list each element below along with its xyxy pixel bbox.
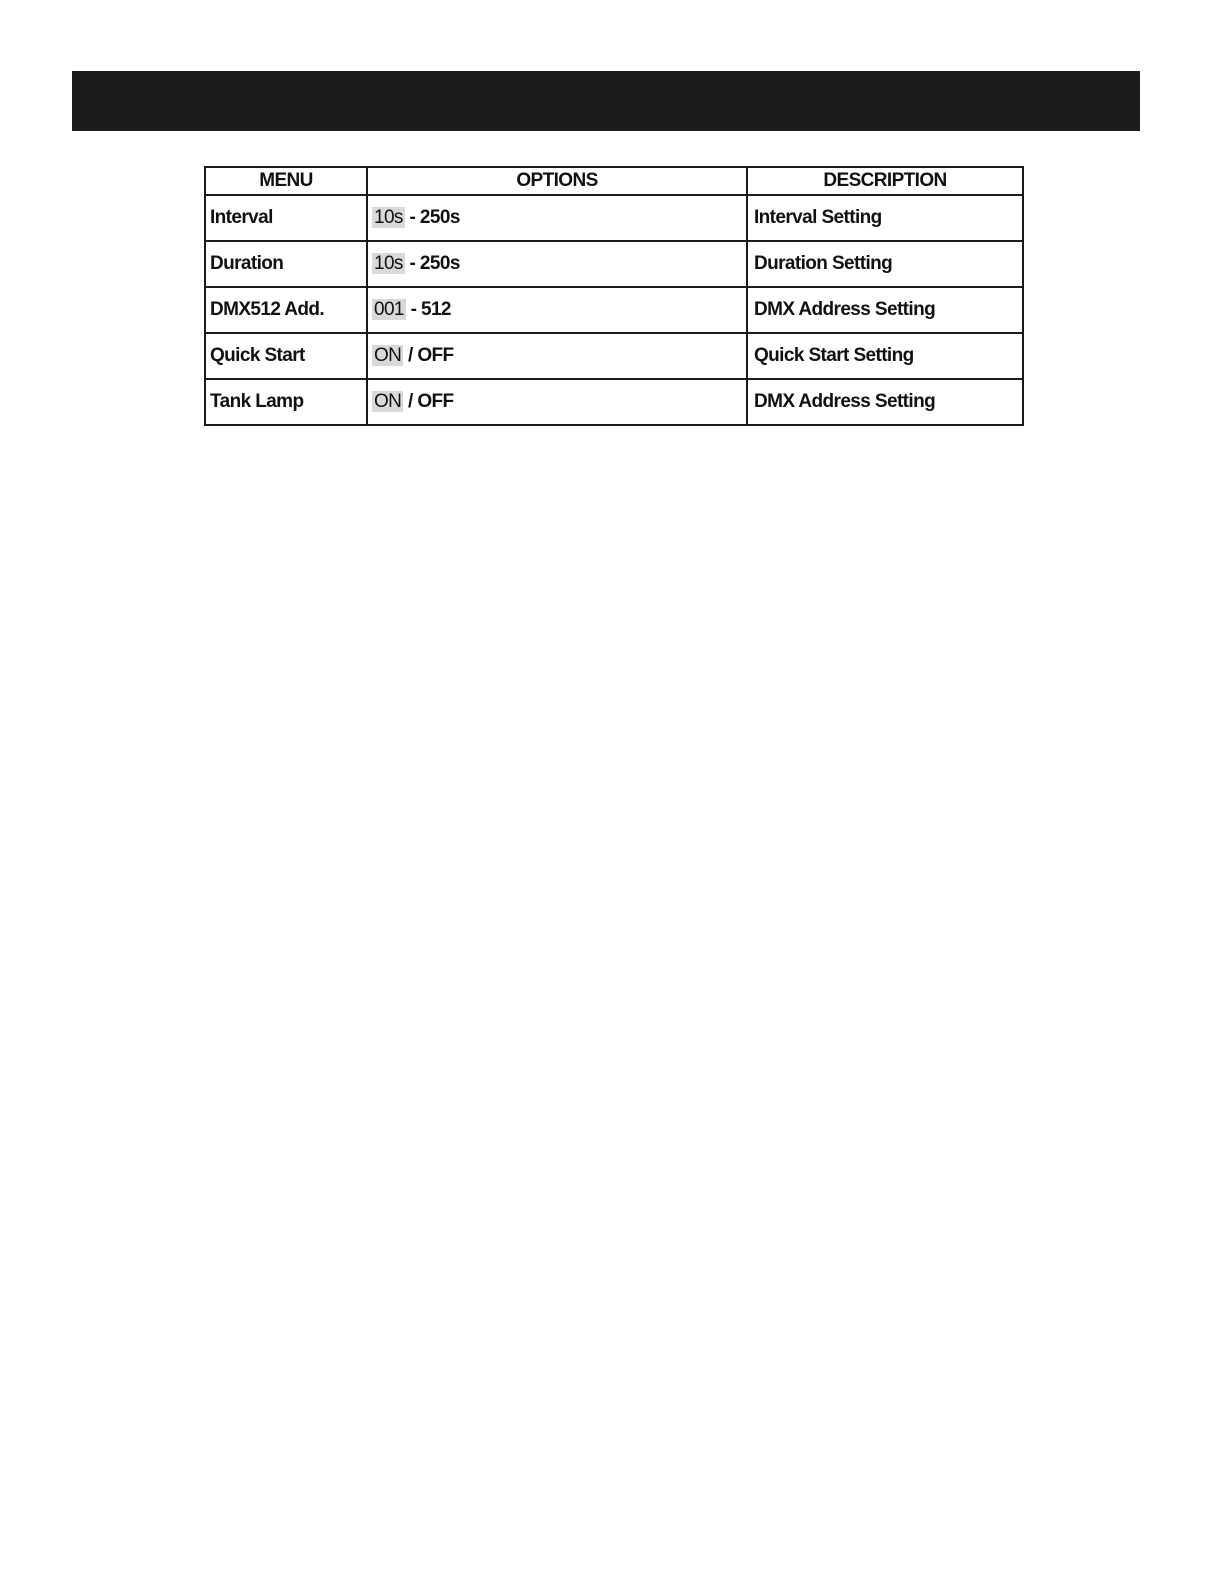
menu-cell: Interval [205, 195, 367, 241]
option-default-value: 001 [374, 299, 404, 320]
option-default-value: 10s [374, 253, 403, 274]
table-row [205, 287, 1023, 333]
option-default-value: 10s [374, 207, 403, 228]
table-row [205, 379, 1023, 425]
option-range: - 512 [405, 299, 451, 320]
page-header-bar [72, 71, 1140, 131]
description-cell: Duration Setting [747, 241, 1023, 287]
description-cell: DMX Address Setting [747, 379, 1023, 425]
header-options: OPTIONS [367, 167, 747, 195]
options-cell [367, 379, 747, 425]
table-row [205, 195, 1023, 241]
description-cell: DMX Address Setting [747, 287, 1023, 333]
table-header-row [205, 167, 1023, 195]
table-row [205, 241, 1023, 287]
header-menu: MENU [205, 167, 367, 195]
description-cell: Interval Setting [747, 195, 1023, 241]
menu-cell: Duration [205, 241, 367, 287]
options-cell [367, 241, 747, 287]
menu-cell: DMX512 Add. [205, 287, 367, 333]
option-default-value: ON [374, 391, 402, 412]
option-range: / OFF [403, 345, 454, 366]
menu-options-table [204, 166, 1024, 426]
table-row [205, 333, 1023, 379]
option-range: - 250s [404, 253, 460, 274]
option-default-value: ON [374, 345, 402, 366]
options-cell [367, 287, 747, 333]
option-range: - 250s [404, 207, 460, 228]
description-cell: Quick Start Setting [747, 333, 1023, 379]
menu-cell: Tank Lamp [205, 379, 367, 425]
option-range: / OFF [403, 391, 454, 412]
menu-cell: Quick Start [205, 333, 367, 379]
options-cell [367, 195, 747, 241]
options-cell [367, 333, 747, 379]
header-description: DESCRIPTION [747, 167, 1023, 195]
